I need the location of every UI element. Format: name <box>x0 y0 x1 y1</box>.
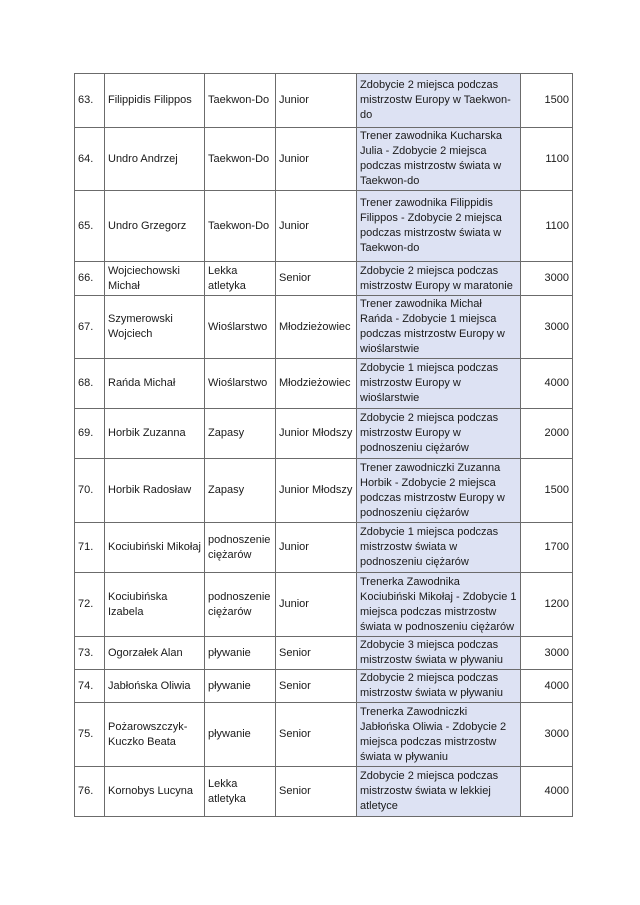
discipline: Taekwon-Do <box>205 191 276 262</box>
award-amount: 3000 <box>521 262 573 296</box>
person-name: Undro Andrzej <box>105 128 205 191</box>
award-amount: 4000 <box>521 359 573 409</box>
row-number: 70. <box>75 459 105 523</box>
table-row <box>75 128 573 191</box>
discipline: pływanie <box>205 637 276 670</box>
achievement-description: Trener zawodnika Michał Rańda - Zdobycie 1 miejsca podczas mistrzostw Europy w wioślarstwie <box>357 296 521 359</box>
discipline: podnoszenie ciężarów <box>205 523 276 573</box>
award-amount: 1500 <box>521 74 573 128</box>
discipline: podnoszenie ciężarów <box>205 573 276 637</box>
table-row <box>75 523 573 573</box>
category: Junior Młodszy <box>276 459 357 523</box>
category: Junior <box>276 523 357 573</box>
discipline: Taekwon-Do <box>205 74 276 128</box>
table-row <box>75 296 573 359</box>
achievement-description: Zdobycie 1 miejsca podczas mistrzostw Europy w wioślarstwie <box>357 359 521 409</box>
category: Senior <box>276 703 357 767</box>
person-name: Kornobys Lucyna <box>105 767 205 817</box>
table-row <box>75 459 573 523</box>
award-amount: 1100 <box>521 191 573 262</box>
table-row <box>75 767 573 817</box>
person-name: Rańda Michał <box>105 359 205 409</box>
award-amount: 2000 <box>521 409 573 459</box>
achievement-description: Zdobycie 2 miejsca podczas mistrzostw Europy w Taekwon-do <box>357 74 521 128</box>
row-number: 71. <box>75 523 105 573</box>
category: Młodzieżowiec <box>276 359 357 409</box>
award-amount: 3000 <box>521 703 573 767</box>
achievement-description: Zdobycie 2 miejsca podczas mistrzostw Europy w maratonie <box>357 262 521 296</box>
discipline: Taekwon-Do <box>205 128 276 191</box>
achievement-description: Trener zawodnika Filippidis Filippos - Zdobycie 2 miejsca podczas mistrzostw świata w Taekwon-do <box>357 191 521 262</box>
category: Junior <box>276 573 357 637</box>
row-number: 74. <box>75 670 105 703</box>
award-amount: 1500 <box>521 459 573 523</box>
award-amount: 1200 <box>521 573 573 637</box>
row-number: 73. <box>75 637 105 670</box>
table-row <box>75 409 573 459</box>
person-name: Szymerowski Wojciech <box>105 296 205 359</box>
person-name: Kociubiński Mikołaj <box>105 523 205 573</box>
category: Senior <box>276 670 357 703</box>
award-amount: 3000 <box>521 637 573 670</box>
table-row <box>75 74 573 128</box>
person-name: Kociubińska Izabela <box>105 573 205 637</box>
award-amount: 4000 <box>521 670 573 703</box>
person-name: Horbik Zuzanna <box>105 409 205 459</box>
person-name: Undro Grzegorz <box>105 191 205 262</box>
row-number: 68. <box>75 359 105 409</box>
person-name: Jabłońska Oliwia <box>105 670 205 703</box>
discipline: pływanie <box>205 703 276 767</box>
category: Senior <box>276 767 357 817</box>
achievement-description: Zdobycie 2 miejsca podczas mistrzostw świata w pływaniu <box>357 670 521 703</box>
table-row <box>75 262 573 296</box>
discipline: Lekka atletyka <box>205 262 276 296</box>
category: Junior <box>276 74 357 128</box>
person-name: Horbik Radosław <box>105 459 205 523</box>
row-number: 72. <box>75 573 105 637</box>
awards-table-body <box>75 74 573 817</box>
discipline: Zapasy <box>205 409 276 459</box>
award-amount: 4000 <box>521 767 573 817</box>
table-row <box>75 573 573 637</box>
discipline: Wioślarstwo <box>205 359 276 409</box>
achievement-description: Zdobycie 1 miejsca podczas mistrzostw świata w podnoszeniu ciężarów <box>357 523 521 573</box>
award-amount: 1100 <box>521 128 573 191</box>
achievement-description: Trener zawodniczki Zuzanna Horbik - Zdobycie 2 miejsca podczas mistrzostw Europy w podnoszeniu ciężarów <box>357 459 521 523</box>
table-row <box>75 359 573 409</box>
category: Młodzieżowiec <box>276 296 357 359</box>
row-number: 76. <box>75 767 105 817</box>
table-row <box>75 670 573 703</box>
discipline: pływanie <box>205 670 276 703</box>
row-number: 75. <box>75 703 105 767</box>
discipline: Wioślarstwo <box>205 296 276 359</box>
achievement-description: Trenerka Zawodniczki Jabłońska Oliwia - Zdobycie 2 miejsca podczas mistrzostw świata w pływaniu <box>357 703 521 767</box>
awards-table <box>74 73 573 817</box>
row-number: 67. <box>75 296 105 359</box>
person-name: Wojciechowski Michał <box>105 262 205 296</box>
person-name: Filippidis Filippos <box>105 74 205 128</box>
category: Senior <box>276 637 357 670</box>
award-amount: 3000 <box>521 296 573 359</box>
category: Junior Młodszy <box>276 409 357 459</box>
category: Junior <box>276 128 357 191</box>
achievement-description: Zdobycie 2 miejsca podczas mistrzostw Europy w podnoszeniu ciężarów <box>357 409 521 459</box>
person-name: Ogorzałek Alan <box>105 637 205 670</box>
row-number: 69. <box>75 409 105 459</box>
row-number: 66. <box>75 262 105 296</box>
person-name: Pożarowszczyk-Kuczko Beata <box>105 703 205 767</box>
achievement-description: Trener zawodnika Kucharska Julia - Zdobycie 2 miejsca podczas mistrzostw świata w Taekwon-do <box>357 128 521 191</box>
table-row <box>75 637 573 670</box>
table-row <box>75 703 573 767</box>
row-number: 63. <box>75 74 105 128</box>
achievement-description: Trenerka Zawodnika Kociubiński Mikołaj - Zdobycie 1 miejsca podczas mistrzostw świata w podnoszeniu ciężarów <box>357 573 521 637</box>
table-row <box>75 191 573 262</box>
achievement-description: Zdobycie 3 miejsca podczas mistrzostw świata w pływaniu <box>357 637 521 670</box>
category: Junior <box>276 191 357 262</box>
discipline: Lekka atletyka <box>205 767 276 817</box>
row-number: 64. <box>75 128 105 191</box>
discipline: Zapasy <box>205 459 276 523</box>
category: Senior <box>276 262 357 296</box>
row-number: 65. <box>75 191 105 262</box>
achievement-description: Zdobycie 2 miejsca podczas mistrzostw świata w lekkiej atletyce <box>357 767 521 817</box>
award-amount: 1700 <box>521 523 573 573</box>
